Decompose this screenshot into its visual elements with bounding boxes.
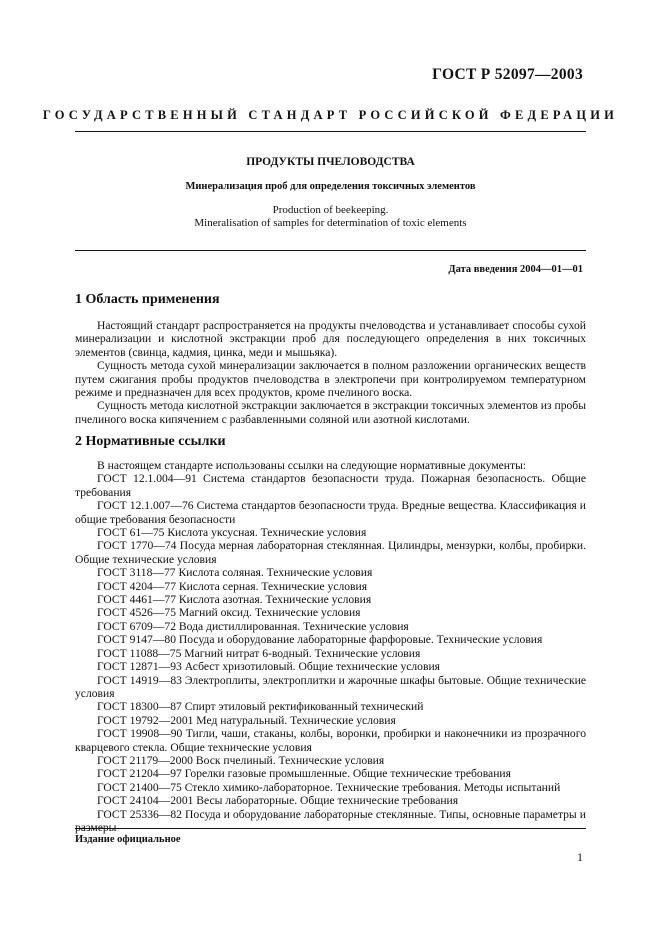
footer-divider: [75, 828, 586, 829]
english-title-line-1: Production of beekeeping.: [272, 204, 389, 216]
reference-item: ГОСТ 4526—75 Магний оксид. Технические условия: [97, 606, 361, 620]
reference-item: ГОСТ 4461—77 Кислота азотная. Технические условия: [97, 593, 372, 607]
normative-references-list: [75, 472, 586, 834]
section-2-heading: 2 Нормативные ссылки: [75, 434, 226, 449]
reference-item: ГОСТ 19908—90 Тигли, чаши, стаканы, колбы, воронки, пробирки и наконечники из прозрачного кварцевого стекла. Общие технические условия: [75, 727, 586, 754]
header-divider: [75, 131, 586, 132]
reference-item: ГОСТ 12.1.007—76 Система стандартов безопасности труда. Вредные вещества. Классификация и общие требования безопасности: [75, 499, 586, 526]
reference-item: ГОСТ 1770—74 Посуда мерная лабораторная стеклянная. Цилиндры, мензурки, колбы, пробирки. Общие технические условия: [75, 539, 586, 566]
section-2-body: [75, 459, 586, 834]
reference-item: ГОСТ 9147—80 Посуда и оборудование лабораторные фарфоровые. Технические условия: [97, 633, 543, 647]
document-code: ГОСТ Р 52097—2003: [432, 66, 583, 83]
reference-item: ГОСТ 21400—75 Стекло химико-лабораторное. Технические требования. Методы испытаний: [97, 780, 561, 794]
reference-item: ГОСТ 3118—77 Кислота соляная. Технические условия: [97, 566, 373, 580]
section-1-paragraph: Настоящий стандарт распространяется на продукты пчеловодства и устанавливает способы сухой минерализации и кислотной экстракции проб для последующего определения в них токсичных элементов (свинца, кадмия, цинка, меди и мышьяка).: [75, 319, 586, 359]
reference-item: ГОСТ 21204—97 Горелки газовые промышленные. Общие технические требования: [97, 767, 511, 781]
reference-item: ГОСТ 24104—2001 Весы лабораторные. Общие технические требования: [97, 794, 459, 808]
section-1-paragraph: Сущность метода сухой минерализации заключается в полном разложении органических веществ путем сжигания пробы продуктов пчеловодства в электропечи при контролируемом температурном режиме и предназначен для всех продуктов, кроме пчелиного воска.: [75, 359, 586, 400]
introduction-date: Дата введения 2004—01—01: [448, 264, 583, 275]
document-title: ПРОДУКТЫ ПЧЕЛОВОДСТВА: [246, 156, 415, 168]
reference-item: ГОСТ 12871—93 Асбест хризотиловый. Общие технические условия: [97, 660, 440, 674]
state-standard-heading: ГОСУДАРСТВЕННЫЙ СТАНДАРТ РОССИЙСКОЙ ФЕДЕРАЦИИ: [42, 108, 619, 122]
reference-item: ГОСТ 11088—75 Магний нитрат 6-водный. Технические условия: [97, 646, 421, 660]
reference-item: ГОСТ 12.1.004—91 Система стандартов безопасности труда. Пожарная безопасность. Общие требования: [75, 472, 586, 499]
reference-item: ГОСТ 18300—87 Спирт этиловый ректификованный технический: [97, 700, 424, 714]
reference-item: ГОСТ 19792—2001 Мед натуральный. Технические условия: [97, 713, 396, 727]
section-1-body: [75, 319, 586, 426]
reference-item: ГОСТ 14919—83 Электроплиты, электроплитки и жарочные шкафы бытовые. Общие технические условия: [75, 673, 586, 700]
reference-item: ГОСТ 21179—2000 Воск пчелиный. Технические условия: [97, 753, 385, 767]
document-subtitle: Минерализация проб для определения токсичных элементов: [185, 181, 476, 192]
reference-item: ГОСТ 6709—72 Вода дистиллированная. Технические условия: [97, 619, 409, 633]
section-1-paragraph: Сущность метода кислотной экстракции заключается в экстракции токсичных элементов из пробы пчелиного воска кипячением с разбавленными соляной или азотной кислотами.: [75, 399, 586, 426]
reference-item: ГОСТ 4204—77 Кислота серная. Технические условия: [97, 579, 368, 593]
section-1-heading: 1 Область применения: [75, 292, 220, 307]
english-title-line-2: Mineralisation of samples for determination of toxic elements: [194, 217, 467, 229]
title-divider: [75, 250, 586, 251]
page-number: 1: [577, 850, 583, 864]
section-2-intro: В настоящем стандарте использованы ссылки на следующие нормативные документы:: [97, 459, 527, 472]
reference-item: ГОСТ 25336—82 Посуда и оборудование лабораторные стеклянные. Типы, основные параметры и размеры: [75, 807, 586, 834]
reference-item: ГОСТ 61—75 Кислота уксусная. Технические условия: [97, 526, 367, 540]
official-edition-label: Издание официальное: [75, 834, 181, 845]
